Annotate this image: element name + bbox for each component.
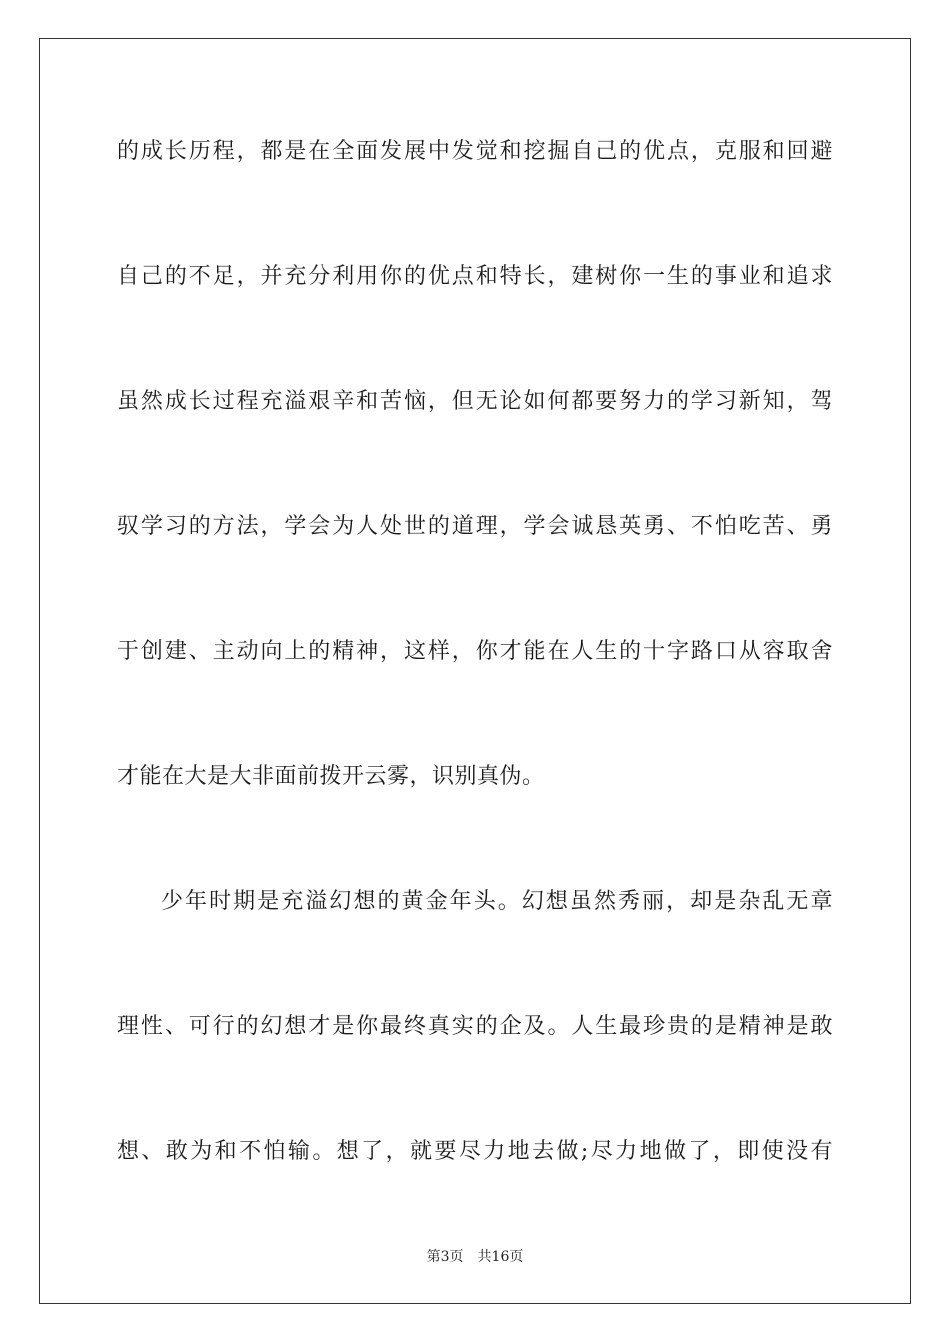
document-body <box>117 132 833 1257</box>
page-total: 共16页 <box>477 1249 524 1265</box>
text-line-4: 驭学习的方法，学会为人处世的道理，学会诚恳英勇、不怕吃苦、勇 <box>117 514 833 539</box>
text-line-6: 才能在大是大非面前拨开云雾，识别真伪。 <box>117 764 545 789</box>
text-line-7: 少年时期是充溢幻想的黄金年头。幻想虽然秀丽，却是杂乱无章 <box>161 889 833 914</box>
text-line-5: 于创建、主动向上的精神，这样，你才能在人生的十字路口从容取舍 <box>117 639 833 664</box>
text-line-2: 自己的不足，并充分利用你的优点和特长，建树你一生的事业和追求 <box>117 264 833 289</box>
page-number: 第3页 <box>426 1249 464 1265</box>
text-line-8: 理性、可行的幻想才是你最终真实的企及。人生最珍贵的是精神是敢 <box>117 1014 833 1039</box>
text-line-9: 想、敢为和不怕输。想了，就要尽力地去做;尽力地做了，即使没有 <box>117 1139 833 1164</box>
text-line-3: 虽然成长过程充溢艰辛和苦恼，但无论如何都要努力的学习新知，驾 <box>117 389 833 414</box>
text-line-1: 的成长历程，都是在全面发展中发觉和挖掘自己的优点，克服和回避 <box>117 139 833 164</box>
page-footer <box>0 1248 950 1266</box>
